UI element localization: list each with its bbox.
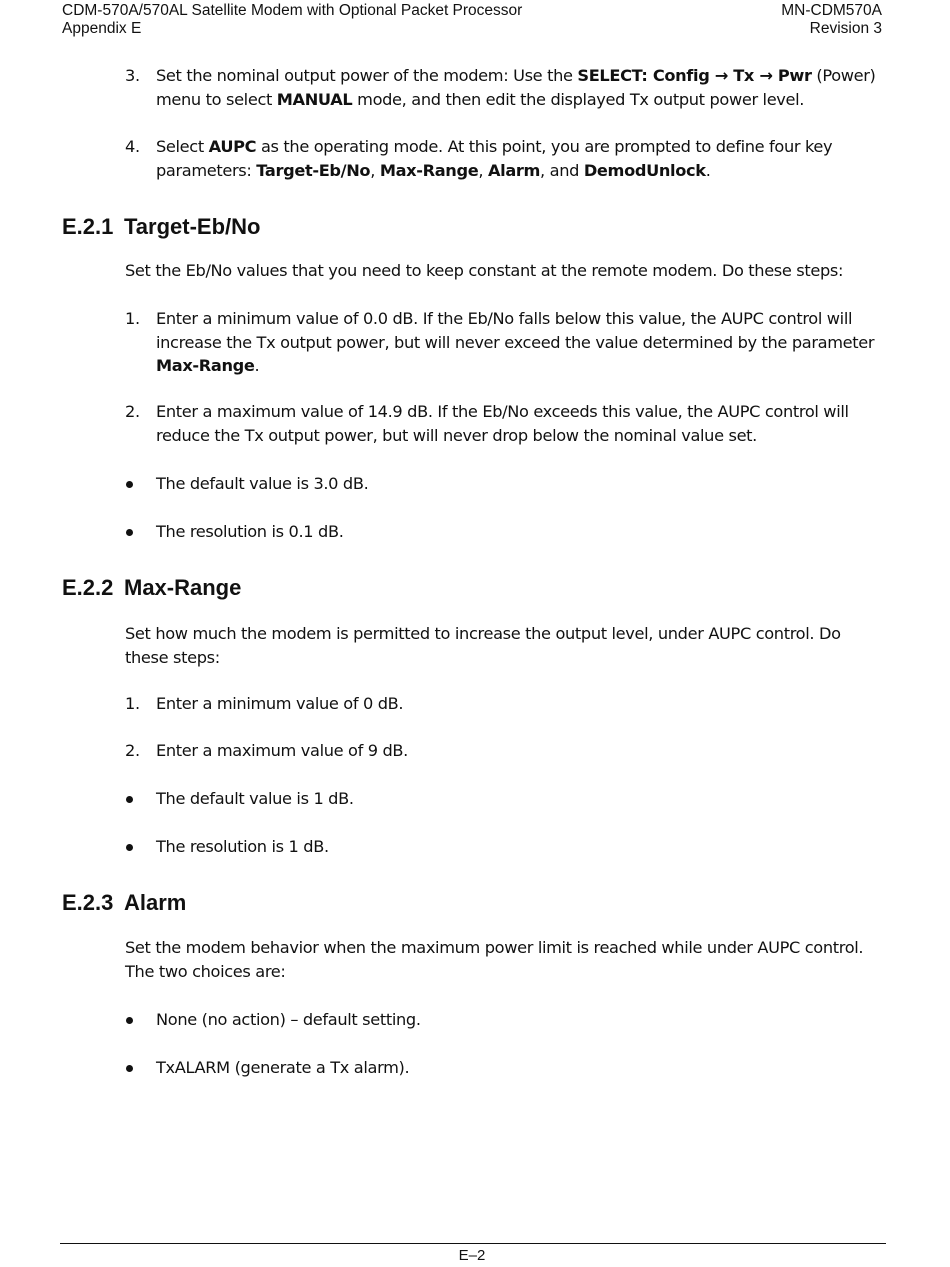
step-number: 4. [125, 137, 140, 156]
bullet-icon [126, 796, 133, 803]
section-number: E.2.3 [62, 890, 114, 915]
section-title: Target-Eb/No [124, 214, 261, 239]
bullet-icon [126, 1065, 133, 1072]
step-text: Enter a maximum value of 9 dB. [156, 741, 408, 760]
step-text: Enter a minimum value of 0.0 dB. If the Eb/No falls below this value, the AUPC control will increase the Tx output power, but will never exceed the value determined by the parameter Max-Range. [156, 309, 875, 375]
running-header-right [781, 2, 882, 38]
step-4 [125, 135, 885, 183]
section-heading [62, 575, 241, 601]
running-header-left [62, 2, 522, 38]
section-number: E.2.1 [62, 214, 114, 239]
section-title: Alarm [124, 890, 187, 915]
section-number: E.2.2 [62, 575, 114, 600]
section-heading [62, 214, 260, 240]
section-heading [62, 890, 186, 916]
section-title: Max-Range [124, 575, 242, 600]
section-intro: Set the Eb/No values that you need to keep constant at the remote modem. Do these steps: [125, 261, 844, 280]
section-intro: Set how much the modem is permitted to increase the output level, under AUPC control. Do these steps: [125, 624, 841, 667]
bullet-icon [126, 844, 133, 851]
arrow-icon: → [709, 66, 734, 85]
arrow-icon: → [754, 66, 778, 85]
bullet-icon [126, 529, 133, 536]
bullet-icon [126, 481, 133, 488]
appendix-label: Appendix E [62, 20, 142, 37]
step-number: 1. [125, 694, 140, 713]
step-text: Enter a minimum value of 0 dB. [156, 694, 404, 713]
step-text: Enter a maximum value of 14.9 dB. If the Eb/No exceeds this value, the AUPC control will reduce the Tx output power, but will never drop below the nominal value set. [156, 402, 849, 445]
step-number: 3. [125, 66, 140, 85]
step-number: 1. [125, 309, 140, 328]
step-2 [125, 400, 885, 448]
page-number: E–2 [458, 1247, 486, 1264]
step-1 [125, 692, 885, 716]
step-3 [125, 64, 885, 112]
manual-number: MN-CDM570A [781, 2, 882, 19]
section-intro: Set the modem behavior when the maximum power limit is reached while under AUPC control. The two choices are: [125, 938, 864, 981]
step-number: 2. [125, 741, 140, 760]
step-number: 2. [125, 402, 140, 421]
step-text: Set the nominal output power of the modem: Use the SELECT: Config → Tx → Pwr (Power) menu to select MANUAL mode, and then edit the displayed Tx output power level. [156, 66, 876, 109]
bullet-icon [126, 1017, 133, 1024]
step-text: Select AUPC as the operating mode. At this point, you are prompted to define four key parameters: Target-Eb/No, Max-Range, Alarm, and DemodUnlock. [156, 137, 833, 180]
footer-rule [60, 1243, 886, 1244]
revision-label: Revision 3 [809, 20, 882, 37]
step-2 [125, 739, 885, 763]
document-title: CDM-570A/570AL Satellite Modem with Optional Packet Processor [62, 2, 523, 19]
step-1 [125, 307, 885, 379]
